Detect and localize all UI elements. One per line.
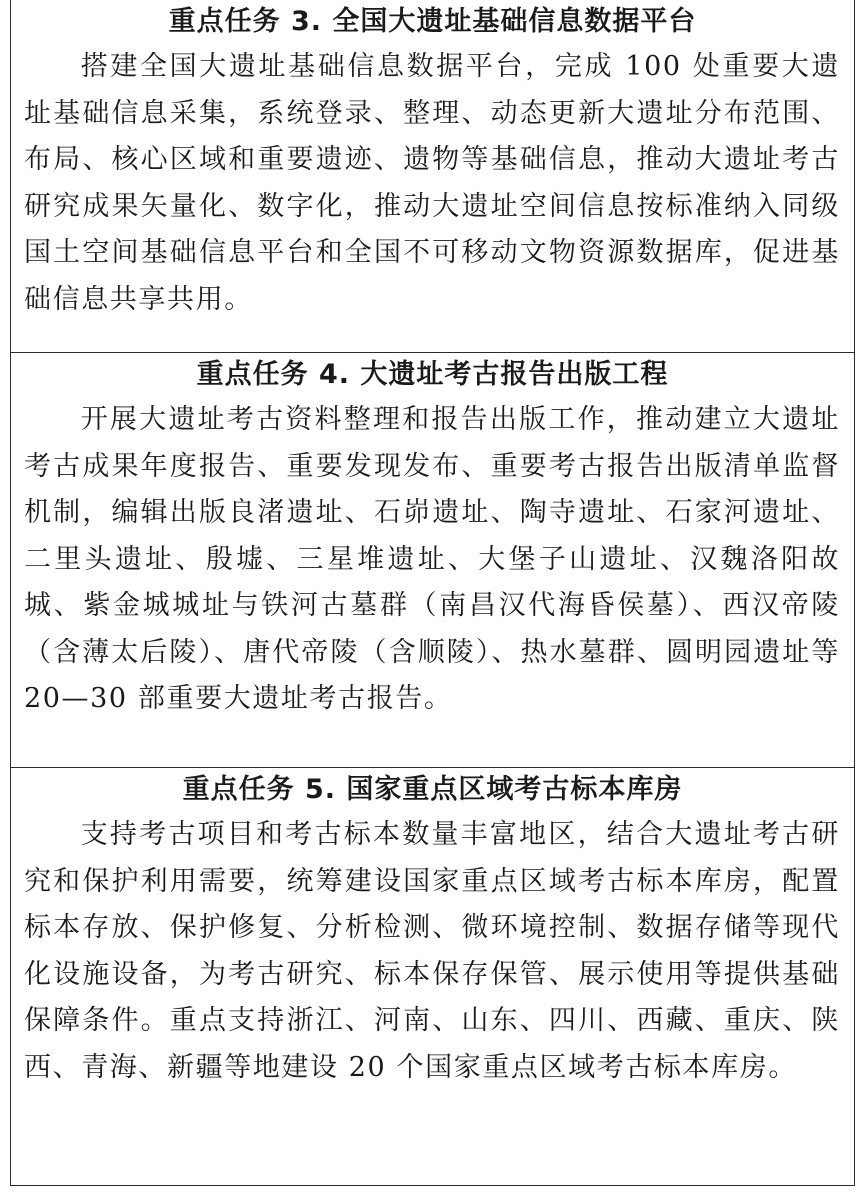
task-title-3: 重点任务 3. 全国大遗址基础信息数据平台 <box>168 6 697 37</box>
task-body-4: 开展大遗址考古资料整理和报告出版工作，推动建立大遗址考古成果年度报告、重要发现发布、重要考古报告出版清单监督机制，编辑出版良渚遗址、石峁遗址、陶寺遗址、石家河遗址、二里头遗址、殷墟、三星堆遗址、大堡子山遗址、汉魏洛阳故城、紫金城城址与铁河古墓群（南昌汉代海昏侯墓）、西汉帝陵（含薄太后陵）、唐代帝陵（含顺陵）、热水墓群、圆明园遗址等 20—30 部重要大遗址考古报告。 <box>24 404 840 714</box>
task-body-3: 搭建全国大遗址基础信息数据平台，完成 100 处重要大遗址基础信息采集，系统登录、整理、动态更新大遗址分布范围、布局、核心区域和重要遗迹、遗物等基础信息，推动大遗址考古研究成果矢量化、数字化，推动大遗址空间信息按标准纳入同级国土空间基础信息平台和全国不可移动文物资源数据库，促进基础信息共享共用。 <box>24 51 840 315</box>
task-title-5: 重点任务 5. 国家重点区域考古标本库房 <box>182 774 683 805</box>
task-body-5: 支持考古项目和考古标本数量丰富地区，结合大遗址考古研究和保护利用需要，统筹建设国家重点区域考古标本库房，配置标本存放、保护修复、分析检测、微环境控制、数据存储等现代化设施设备，为考古研究、标本保存保管、展示使用等提供基础保障条件。重点支持浙江、河南、山东、四川、西藏、重庆、陕西、青海、新疆等地建设 20 个国家重点区域考古标本库房。 <box>24 819 840 1083</box>
task-box-3 <box>11 0 854 352</box>
task-box-5 <box>11 767 854 1186</box>
task-box-4 <box>11 352 854 767</box>
task-table <box>10 0 855 1186</box>
task-title-4: 重点任务 4. 大遗址考古报告出版工程 <box>196 359 669 390</box>
